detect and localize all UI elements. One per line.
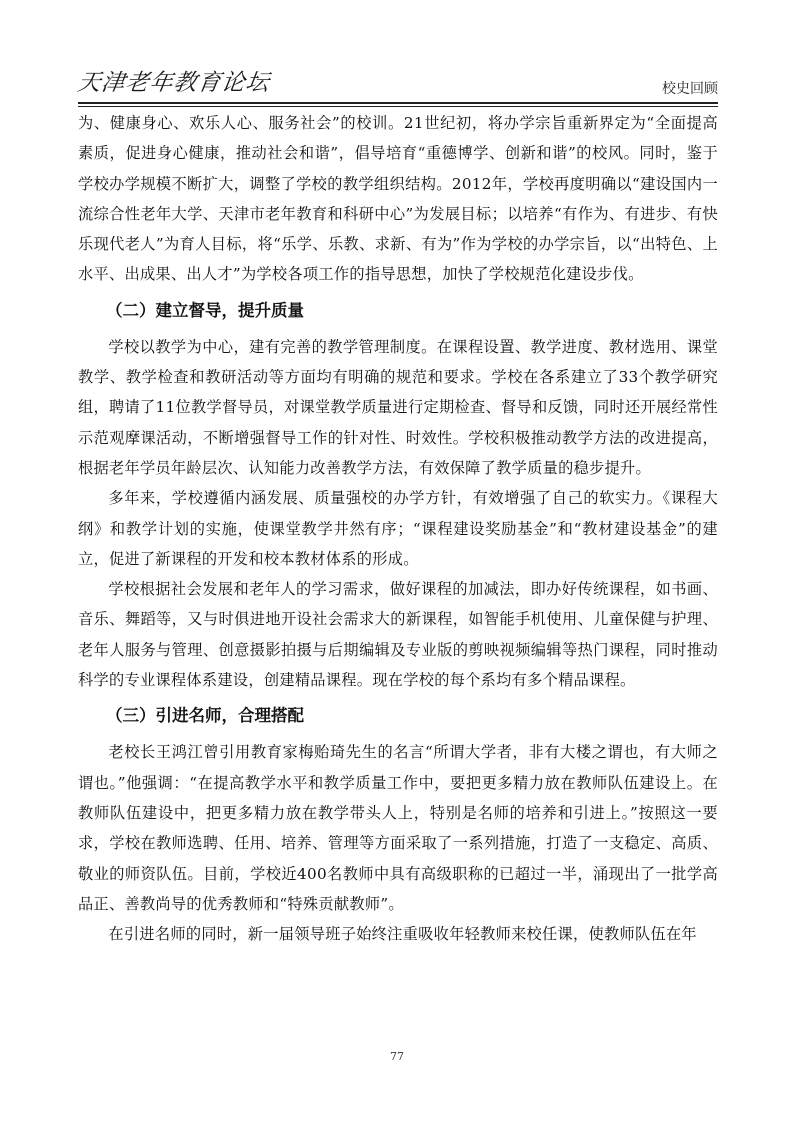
paragraph: 学校根据社会发展和老年人的学习需求，做好课程的加减法，即办好传统课程，如书画、音乐、舞蹈等，又与时俱进地开设社会需求大的新课程，如智能手机使用、儿童保健与护理、老年人服务与管理、创意摄影拍摄与后期编辑及专业版的剪映视频编辑等热门课程，同时推动科学的专业课程体系建设，创建精品课程。现在学校的每个系均有多个精品课程。 (78, 580, 718, 690)
page-number: 77 (390, 1050, 404, 1063)
paragraph: 学校以教学为中心，建有完善的教学管理制度。在课程设置、教学进度、教材选用、课堂教学、教学检查和教研活动等方面均有明确的规范和要求。学校在各系建立了33个教学研究组，聘请了11位教学督导员，对课堂教学质量进行定期检查、督导和反馈，同时还开展经常性示范观摩课活动，不断增强督导工作的针对性、时效性。学校积极推动教学方法的改进提高，根据老年学员年龄层次、认知能力改善教学方法，有效保障了教学质量的稳步提升。 (78, 337, 718, 477)
paragraph: 多年来，学校遵循内涵发展、质量强校的办学方针，有效增强了自己的软实力。《课程大纲》和教学计划的实施，使课堂教学井然有序；“课程建设奖励基金”和“教材建设基金”的建立，促进了新课程的开发和校本教材体系的形成。 (78, 489, 718, 568)
paragraph: 在引进名师的同时，新一届领导班子始终注重吸收年轻教师来校任课，使教师队伍在年 (108, 925, 697, 944)
paragraph: 老校长王鸿江曾引用教育家梅贻琦先生的名言“所谓大学者，非有大楼之谓也，有大师之谓也。”他强调：“在提高教学水平和教学质量工作中，要把更多精力放在教师队伍建设上。在教师队伍建设中，把更多精力放在教学带头人上，特别是名师的培养和引进上。”按照这一要求，学校在教师选聘、任用、培养、管理等方面采取了一系列措施，打造了一支稳定、高质、敬业的师资队伍。目前，学校近400名教师中具有高级职称的已超过一半，涌现出了一批学高品正、善教尚导的优秀教师和“特殊贡献教师”。 (78, 743, 718, 913)
section-heading-teachers: （三）引进名师，合理搭配 (106, 706, 304, 726)
section-heading-supervision: （二）建立督导，提升质量 (106, 300, 304, 320)
page-header (75, 62, 718, 106)
article-body (78, 108, 718, 949)
section-title: 校史回顾 (662, 81, 718, 97)
header-rule (78, 102, 718, 104)
header-rule-thin (78, 106, 718, 107)
paragraph-continued: 为、健康身心、欢乐人心、服务社会”的校训。21世纪初，将办学宗旨重新界定为“全面提高素质，促进身心健康，推动社会和谐”，倡导培育“重德博学、创新和谐”的校风。同时，鉴于学校办学规模不断扩大，调整了学校的教学组织结构。2012年，学校再度明确以“建设国内一流综合性老年大学、天津市老年教育和科研中心”为发展目标；以培养“有作为、有进步、有快乐现代老人”为育人目标，将“乐学、乐教、求新、有为”作为学校的办学宗旨，以“出特色、上水平、出成果、出人才”为学校各项工作的指导思想，加快了学校规范化建设步伐。 (78, 114, 718, 284)
journal-logo: 天津老年教育论坛 (75, 70, 272, 96)
